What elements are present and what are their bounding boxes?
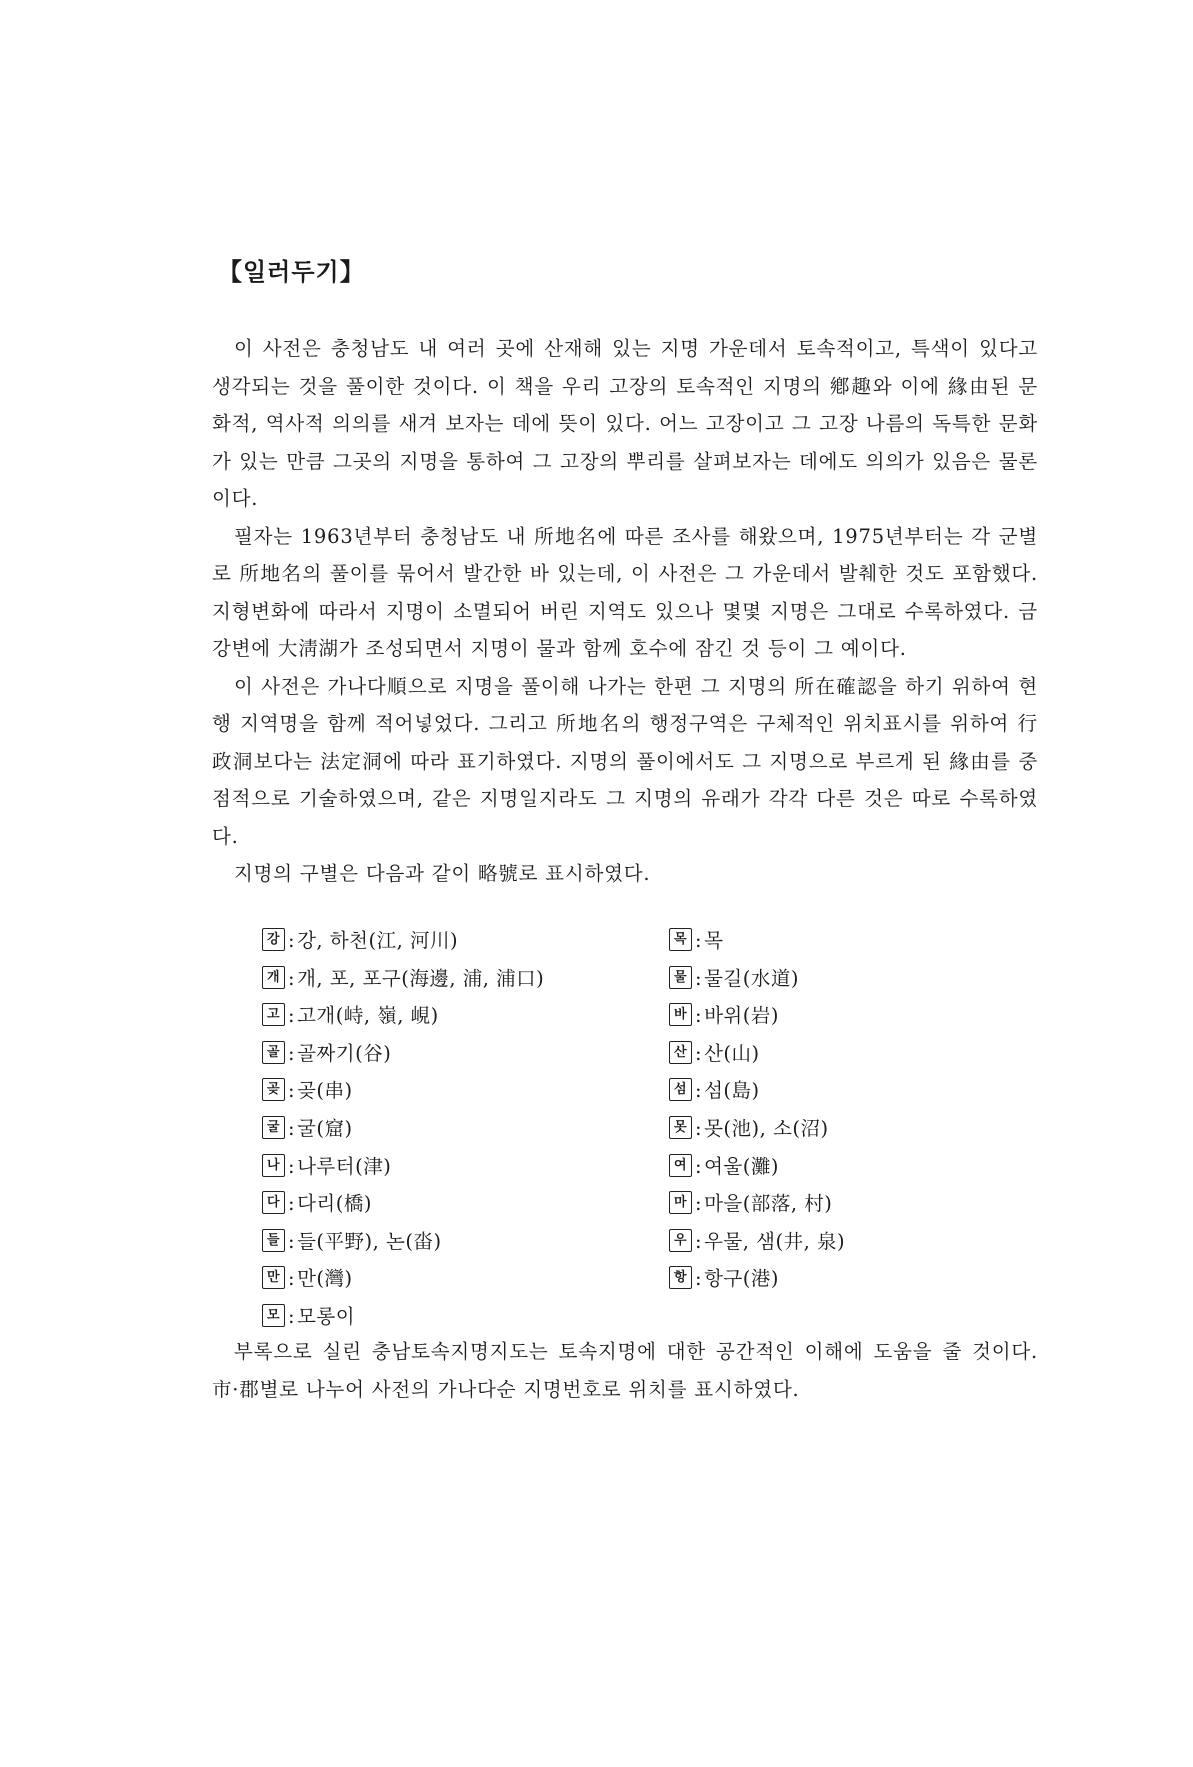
- abbreviation-mark: 개: [262, 966, 285, 989]
- abbreviation-item: 나 : 나루터(津): [262, 1148, 622, 1186]
- abbreviation-description: 모롱이: [297, 1304, 356, 1328]
- abbreviation-item: 다 : 다리(橋): [262, 1185, 622, 1223]
- abbreviation-description: 강, 하천(江, 河川): [297, 929, 459, 952]
- abbreviation-mark: 항: [669, 1266, 692, 1289]
- section-heading: 【일러두기】: [218, 257, 365, 286]
- abbreviation-description: 굴(窟): [297, 1116, 353, 1140]
- abbreviation-mark: 여: [669, 1154, 692, 1177]
- abbreviation-mark: 나: [262, 1154, 285, 1177]
- abbreviation-description: 목: [704, 929, 724, 952]
- abbreviation-mark: 섬: [669, 1078, 692, 1101]
- paragraph-ordering: 이 사전은 가나다順으로 지명을 풀이해 나가는 한편 그 지명의 所在確認을 하기 위하여 현행 지역명을 함께 적어넣었다. 그리고 所地名의 행정구역은 구체적인 위치표시를 위하여 行政洞보다는 法定洞에 따라 표기하였다. 지명의 풀이에서도 그 지명으로 부르게 된 緣由를 중점적으로 기술하였으며, 같은 지명일지라도 그 지명의 유래가 각각 다른 것은 따로 수록하였다.: [212, 674, 1038, 848]
- abbreviation-item: 들 : 들(平野), 논(畓): [262, 1223, 622, 1261]
- abbreviation-description: 골짜기(谷): [297, 1041, 392, 1065]
- abbreviation-column-right: [669, 922, 1029, 1298]
- abbreviation-mark: 우: [669, 1229, 692, 1252]
- abbreviation-item: 굴 : 굴(窟): [262, 1110, 622, 1148]
- abbreviation-mark: 고: [262, 1003, 285, 1026]
- paragraph-history: 필자는 1963년부터 충청남도 내 所地名에 따른 조사를 해왔으며, 1975년부터는 각 군별로 所地名의 풀이를 묶어서 발간한 바 있는데, 이 사전은 그 가운데서 발췌한 것도 포함했다. 지형변화에 따라서 지명이 소멸되어 버린 지역도 있으나 몇몇 지명은 그대로 수록하였다. 금강변에 大淸湖가 조성되면서 지명이 물과 함께 호수에 잠긴 것 등이 그 예이다.: [212, 524, 1038, 660]
- abbreviation-item: 우 : 우물, 샘(井, 泉): [669, 1223, 1029, 1261]
- abbreviation-item: 고 : 고개(峙, 嶺, 峴): [262, 997, 622, 1035]
- abbreviation-mark: 목: [669, 928, 692, 951]
- abbreviation-description: 고개(峙, 嶺, 峴): [297, 1004, 439, 1028]
- abbreviation-description: 물길(水道): [704, 966, 799, 990]
- abbreviation-mark: 다: [262, 1191, 285, 1214]
- abbreviation-mark: 산: [669, 1041, 692, 1064]
- abbreviation-item: 강 : 강, 하천(江, 河川): [262, 922, 622, 960]
- abbreviation-item: 마 : 마을(部落, 村): [669, 1185, 1029, 1223]
- abbreviation-item: 골 : 골짜기(谷): [262, 1035, 622, 1073]
- abbreviation-description: 곶(串): [297, 1079, 353, 1103]
- abbreviation-item: 섬 : 섬(島): [669, 1072, 1029, 1110]
- abbreviation-description: 산(山): [704, 1041, 760, 1065]
- abbreviation-item: 목 : 목: [669, 922, 1029, 960]
- abbreviation-description: 항구(港): [704, 1267, 779, 1291]
- abbreviation-description: 마을(部落, 村): [704, 1192, 833, 1216]
- abbreviation-item: 항 : 항구(港): [669, 1260, 1029, 1298]
- abbreviation-mark: 못: [669, 1116, 692, 1139]
- abbreviation-item: 바 : 바위(岩): [669, 997, 1029, 1035]
- abbreviation-mark: 물: [669, 966, 692, 989]
- abbreviation-mark: 모: [262, 1304, 285, 1327]
- body-text: [212, 330, 1038, 893]
- abbreviation-description: 들(平野), 논(畓): [297, 1229, 442, 1253]
- abbreviation-description: 바위(岩): [704, 1004, 779, 1028]
- abbreviation-description: 나루터(津): [297, 1154, 392, 1178]
- abbreviation-item: 여 : 여울(灘): [669, 1148, 1029, 1186]
- abbreviation-description: 만(灣): [297, 1267, 353, 1291]
- abbreviation-description: 못(池), 소(沼): [704, 1116, 829, 1140]
- abbreviation-column-left: [262, 922, 622, 1336]
- abbreviation-item: 물 : 물길(水道): [669, 960, 1029, 998]
- abbreviation-description: 여울(灘): [704, 1154, 779, 1178]
- abbreviation-description: 섬(島): [704, 1079, 760, 1103]
- abbreviation-item: 산 : 산(山): [669, 1035, 1029, 1073]
- abbreviation-description: 다리(橋): [297, 1192, 372, 1216]
- abbreviation-description: 개, 포, 포구(海邊, 浦, 浦口): [297, 966, 545, 990]
- paragraph-appendix: 부록으로 실린 충남토속지명지도는 토속지명에 대한 공간적인 이해에 도움을 줄 것이다. 市·郡별로 나누어 사전의 가나다순 지명번호로 위치를 표시하였다.: [212, 1340, 1038, 1401]
- abbreviation-mark: 마: [669, 1191, 692, 1214]
- abbreviation-mark: 곶: [262, 1078, 285, 1101]
- abbreviation-item: 곶 : 곶(串): [262, 1072, 622, 1110]
- abbreviation-mark: 굴: [262, 1116, 285, 1139]
- abbreviation-item: 모 : 모롱이: [262, 1298, 622, 1336]
- paragraph-abbreviation-intro: 지명의 구별은 다음과 같이 略號로 표시하였다.: [234, 862, 651, 885]
- paragraph-intro: 이 사전은 충청남도 내 여러 곳에 산재해 있는 지명 가운데서 토속적이고, 특색이 있다고 생각되는 것을 풀이한 것이다. 이 책을 우리 고장의 토속적인 지명의 鄕趣와 이에 緣由된 문화적, 역사적 의의를 새겨 보자는 데에 뜻이 있다. 어느 고장이고 그 고장 나름의 독특한 문화가 있는 만큼 그곳의 지명을 통하여 그 고장의 뿌리를 살펴보자는 데에도 의의가 있음은 물론이다.: [212, 337, 1038, 510]
- abbreviation-description: 우물, 샘(井, 泉): [704, 1229, 846, 1253]
- closing-paragraph: [212, 1333, 1038, 1408]
- abbreviation-item: 개 : 개, 포, 포구(海邊, 浦, 浦口): [262, 960, 622, 998]
- abbreviation-mark: 강: [262, 928, 285, 951]
- abbreviation-mark: 들: [262, 1229, 285, 1252]
- abbreviation-mark: 골: [262, 1041, 285, 1064]
- abbreviation-mark: 만: [262, 1266, 285, 1289]
- abbreviation-item: 만 : 만(灣): [262, 1260, 622, 1298]
- abbreviation-mark: 바: [669, 1003, 692, 1026]
- abbreviation-item: 못 : 못(池), 소(沼): [669, 1110, 1029, 1148]
